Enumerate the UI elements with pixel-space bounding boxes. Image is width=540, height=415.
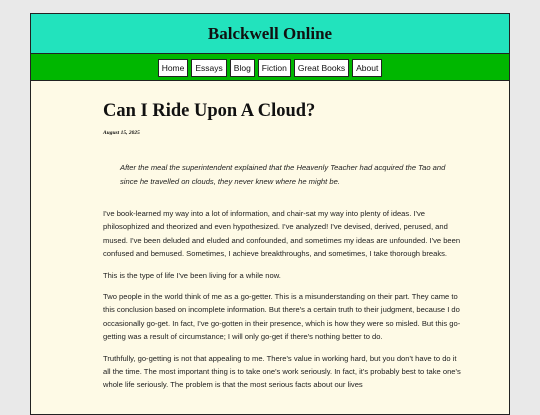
- nav-about-button[interactable]: About: [352, 59, 382, 77]
- nav-fiction-button[interactable]: Fiction: [258, 59, 291, 77]
- site-title[interactable]: Balckwell Online: [207, 23, 333, 43]
- nav-essays-button[interactable]: Essays: [191, 59, 226, 77]
- nav-great-books-button[interactable]: Great Books: [294, 59, 349, 77]
- article-date: August 15, 2025: [103, 130, 140, 136]
- epigraph-quote: After the meal the superintendent explained that the Heavenly Teacher had acquired the Tao and since he travelled on clouds, they never knew where he might be.: [120, 163, 446, 186]
- nav-blog-button[interactable]: Blog: [230, 59, 255, 77]
- body-paragraph: Truthfully, go-getting is not that appealing to me. There's value in working hard, but you don't have to do it all the time. The most important thing is to take one's work seriously. In fact, it's probably best to take one's whole life seriously. The problem is that the most serious facts about our lives: [103, 353, 461, 390]
- page-frame: [30, 13, 510, 415]
- nav-bar: [31, 54, 509, 81]
- body-paragraph: Two people in the world think of me as a go-getter. This is a misunderstanding on their part. They came to this conclusion based on incomplete information. But there's a certain truth to their judgment, because I do occasionally go-get. In fact, I've go-gotten in their presence, which is how they were so misled. But this go-getting was a result of circumstance; I will only go-get if there's nothing better to do.: [103, 292, 461, 342]
- article-title: Can I Ride Upon A Cloud?: [103, 101, 316, 121]
- article: [103, 100, 465, 392]
- nav-home-button[interactable]: Home: [158, 59, 189, 77]
- site-header: [31, 14, 509, 54]
- body-paragraph: This is the type of life I've been living for a while now.: [103, 270, 281, 280]
- body-paragraph: I've book-learned my way into a lot of information, and chair-sat my way into plenty of ideas. I've philosophized and theorized and even hypothesized. I've analyzed! I've devised, derived, perused, and mused. I've been deluded and eluded and confounded, and sometimes my ideas are unfounded. I've been confused and bemused. Sometimes, I achieve breakthroughs, and sometimes, I take thorough breaks.: [103, 209, 461, 259]
- article-body: [103, 207, 465, 392]
